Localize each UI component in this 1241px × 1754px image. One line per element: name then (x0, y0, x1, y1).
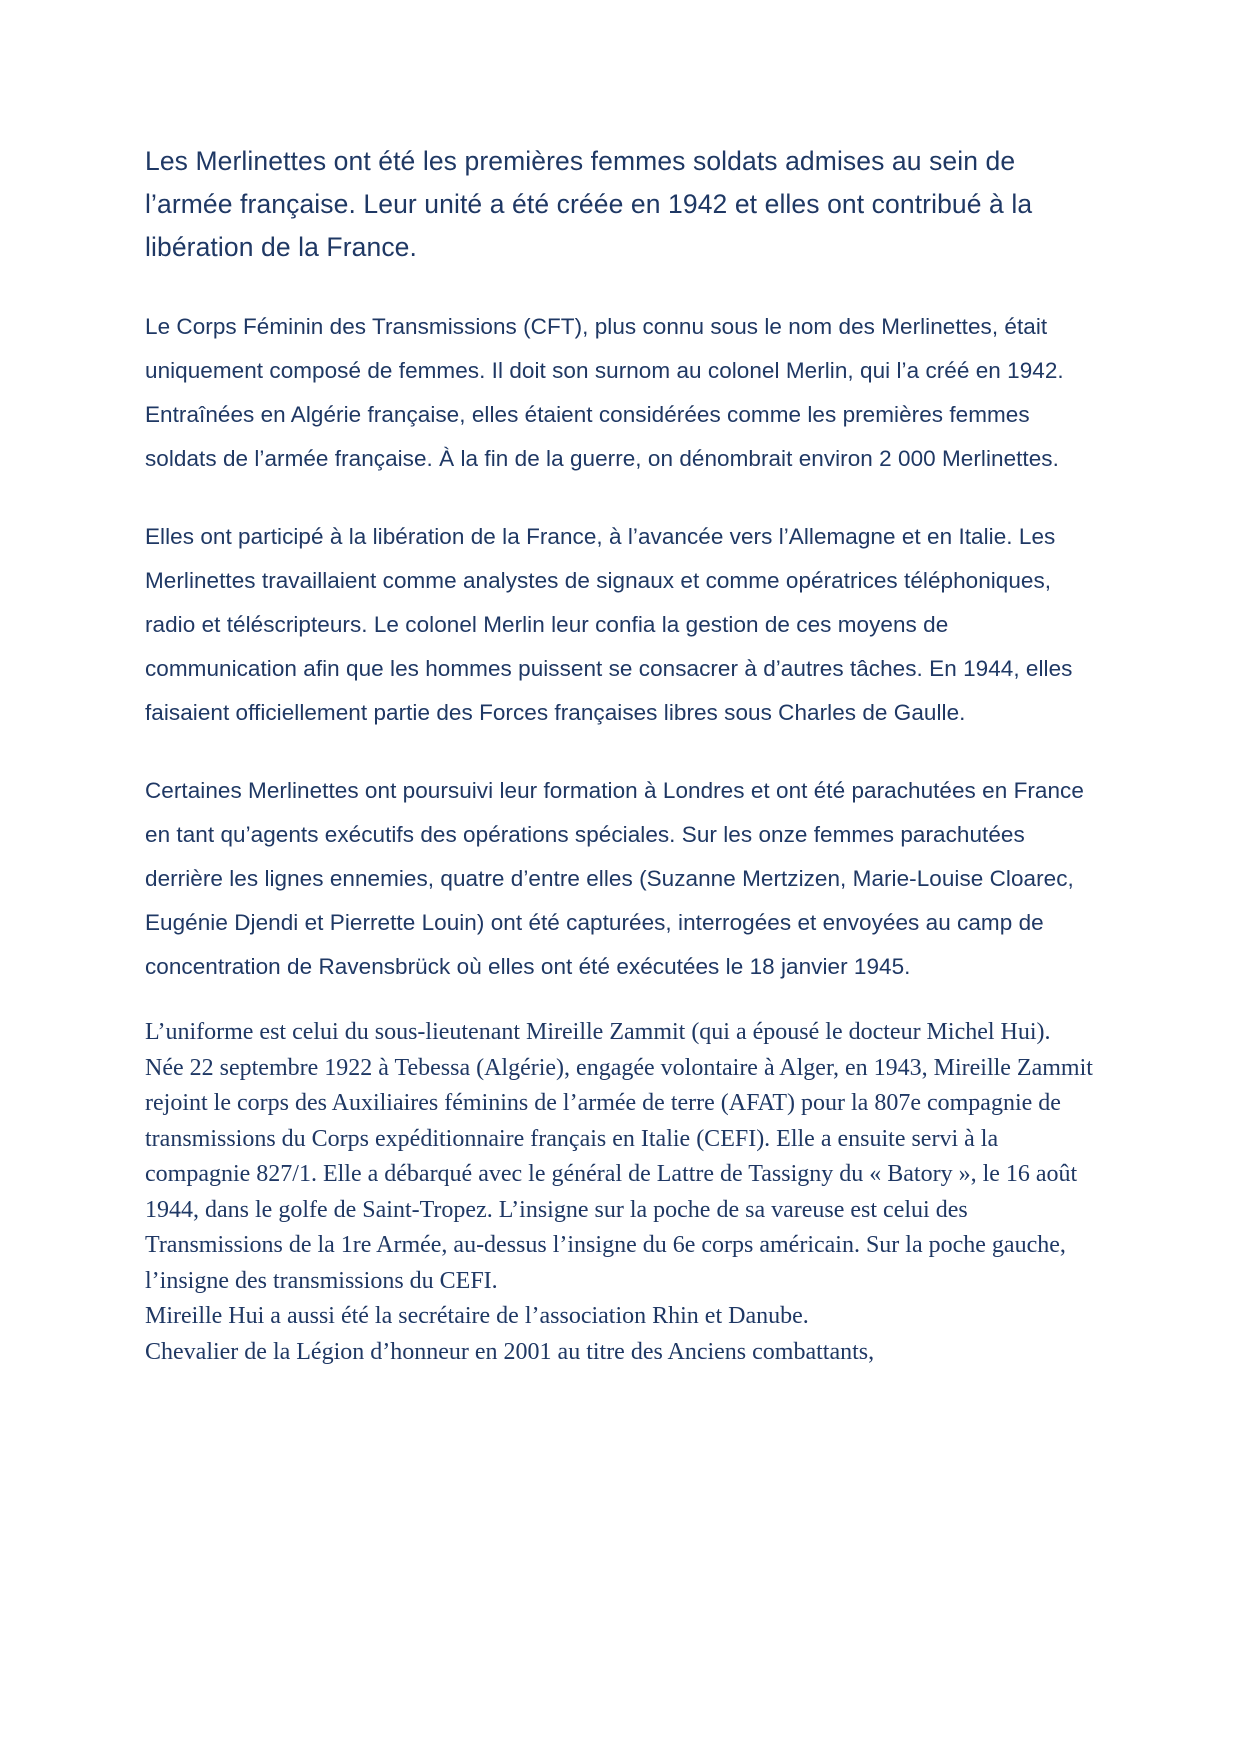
paragraph-biography: Née 22 septembre 1922 à Tebessa (Algérie), engagée volontaire à Alger, en 1943, Mireille Zammit rejoint le corps des Auxiliaires féminins de l’armée de terre (AFAT) pour la 807e compagnie de transmissions du Corps expéditionnaire français en Italie (CEFI). Elle a ensuite servi à la compagnie 827/1. Elle a débarqué avec le général de Lattre de Tassigny du « Batory », le 16 août 1944, dans le golfe de Saint-Tropez. L’insigne sur la poche de sa vareuse est celui des Transmissions de la 1re Armée, au-dessus l’insigne du 6e corps américain. Sur la poche gauche, l’insigne des transmissions du CEFI. (145, 1054, 1093, 1294)
lead-paragraph: Les Merlinettes ont été les premières femmes soldats admises au sein de l’armée française. Leur unité a été créée en 1942 et elles ont contribué à la libération de la France. (145, 146, 1033, 262)
document-content (145, 140, 1095, 1370)
paragraph-special-operations: Certaines Merlinettes ont poursuivi leur formation à Londres et ont été parachutées en France en tant qu’agents exécutifs des opérations spéciales. Sur les onze femmes parachutées derrière les lignes ennemies, quatre d’entre elles (Suzanne Mertzizen, Marie-Louise Cloarec, Eugénie Djendi et Pierrette Louin) ont été capturées, interrogées et envoyées au camp de concentration de Ravensbrück où elles ont été exécutées le 18 janvier 1945. (145, 778, 1084, 979)
paragraph-association: Mireille Hui a aussi été la secrétaire de l’association Rhin et Danube. (145, 1303, 809, 1329)
uniform-section (145, 1015, 1095, 1370)
paragraph-cft-history: Le Corps Féminin des Transmissions (CFT), plus connu sous le nom des Merlinettes, était uniquement composé de femmes. Il doit son surnom au colonel Merlin, qui l’a créé en 1942. Entraînées en Algérie française, elles étaient considérées comme les premières femmes soldats de l’armée française. À la fin de la guerre, on dénombrait environ 2 000 Merlinettes. (145, 314, 1064, 471)
paragraph-uniform-owner: L’uniforme est celui du sous-lieutenant Mireille Zammit (qui a épousé le docteur Michel Hui). (145, 1019, 1051, 1045)
paragraph-liberation-roles: Elles ont participé à la libération de la France, à l’avancée vers l’Allemagne et en Italie. Les Merlinettes travaillaient comme analystes de signaux et comme opératrices téléphoniques, radio et téléscripteurs. Le colonel Merlin leur confia la gestion de ces moyens de communication afin que les hommes puissent se consacrer à d’autres tâches. En 1944, elles faisaient officiellement partie des Forces françaises libres sous Charles de Gaulle. (145, 524, 1073, 725)
paragraph-legion-honneur: Chevalier de la Légion d’honneur en 2001 au titre des Anciens combattants, (145, 1338, 875, 1365)
intro-section (145, 140, 1095, 989)
